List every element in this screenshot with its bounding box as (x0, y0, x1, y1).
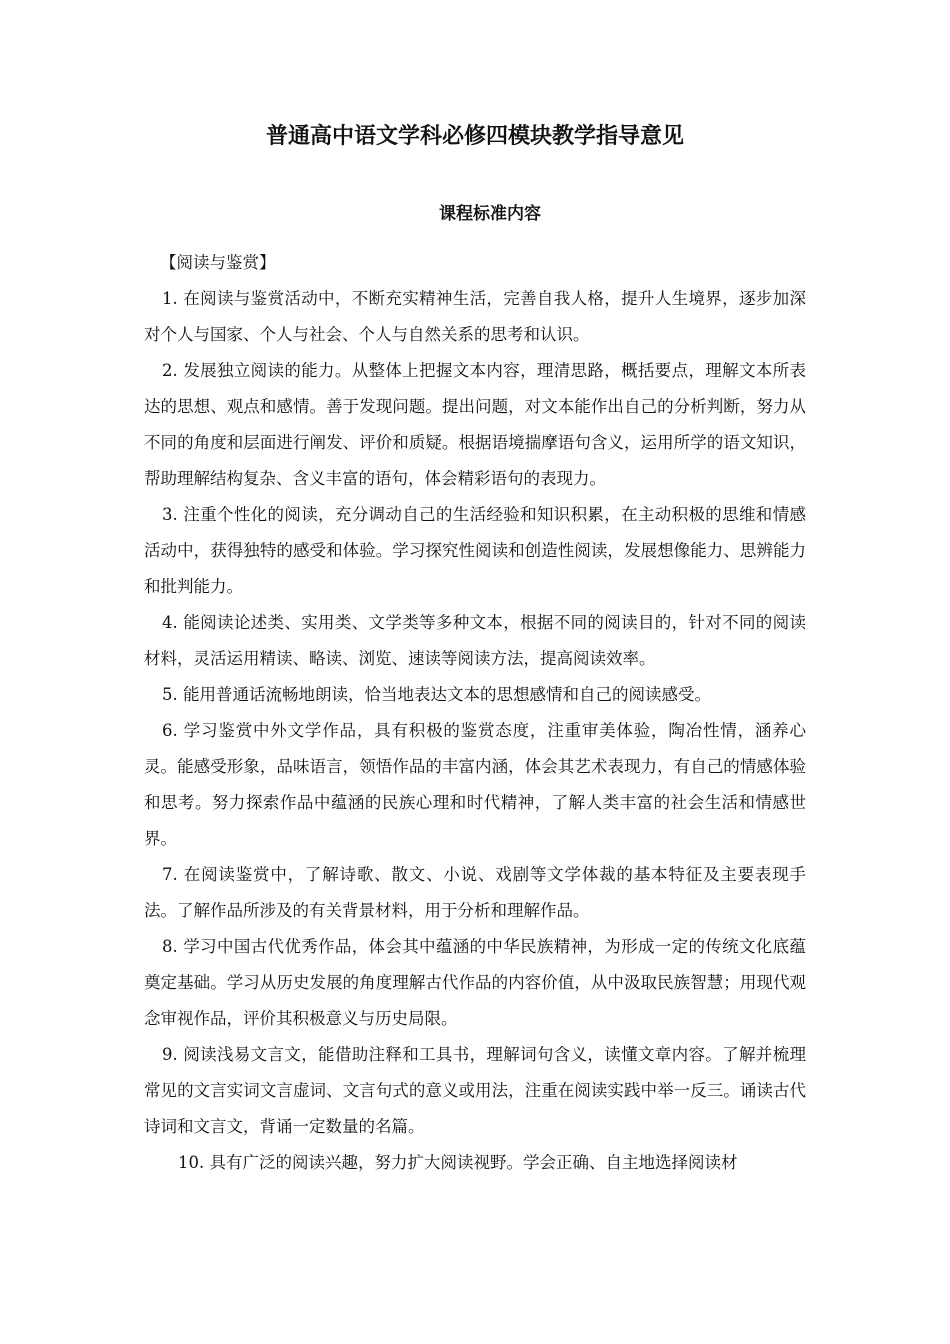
document-body (144, 245, 806, 1181)
paragraph-3: 3. 注重个性化的阅读，充分调动自己的生活经验和知识积累，在主动积极的思维和情感活动中，获得独特的感受和体验。学习探究性阅读和创造性阅读，发展想像能力、思辨能力和批判能力。 (144, 505, 806, 596)
section-subtitle: 课程标准内容 (439, 204, 541, 224)
paragraph-7: 7. 在阅读鉴赏中，了解诗歌、散文、小说、戏剧等文学体裁的基本特征及主要表现手法。了解作品所涉及的有关背景材料，用于分析和理解作品。 (144, 865, 806, 920)
paragraph-1: 1. 在阅读与鉴赏活动中，不断充实精神生活，完善自我人格，提升人生境界，逐步加深对个人与国家、个人与社会、个人与自然关系的思考和认识。 (144, 289, 806, 344)
paragraph-8: 8. 学习中国古代优秀作品，体会其中蕴涵的中华民族精神，为形成一定的传统文化底蕴奠定基础。学习从历史发展的角度理解古代作品的内容价值，从中汲取民族智慧；用现代观念审视作品，评价其积极意义与历史局限。 (144, 937, 806, 1028)
page-title: 普通高中语文学科必修四模块教学指导意见 (265, 124, 684, 149)
paragraph-2: 2. 发展独立阅读的能力。从整体上把握文本内容，理清思路，概括要点，理解文本所表达的思想、观点和感情。善于发现问题。提出问题，对文本能作出自己的分析判断，努力从不同的角度和层面进行阐发、评价和质疑。根据语境揣摩语句含义，运用所学的语文知识，帮助理解结构复杂、含义丰富的语句，体会精彩语句的表现力。 (144, 361, 806, 488)
paragraph-4: 4. 能阅读论述类、实用类、文学类等多种文本，根据不同的阅读目的，针对不同的阅读材料，灵活运用精读、略读、浏览、速读等阅读方法，提高阅读效率。 (144, 613, 806, 668)
paragraph-6: 6. 学习鉴赏中外文学作品，具有积极的鉴赏态度，注重审美体验，陶冶性情，涵养心灵。能感受形象，品味语言，领悟作品的丰富内涵，体会其艺术表现力，有自己的情感体验和思考。努力探索作品中蕴涵的民族心理和时代精神，了解人类丰富的社会生活和情感世界。 (144, 721, 806, 848)
section-heading: 【阅读与鉴赏】 (160, 253, 276, 272)
paragraph-10: 10. 具有广泛的阅读兴趣，努力扩大阅读视野。学会正确、自主地选择阅读材 (178, 1153, 738, 1172)
paragraph-5: 5. 能用普通话流畅地朗读，恰当地表达文本的思想感情和自己的阅读感受。 (162, 685, 711, 704)
paragraph-9: 9. 阅读浅易文言文，能借助注释和工具书，理解词句含义，读懂文章内容。了解并梳理常见的文言实词文言虚词、文言句式的意义或用法，注重在阅读实践中举一反三。诵读古代诗词和文言文，背诵一定数量的名篇。 (144, 1045, 806, 1136)
